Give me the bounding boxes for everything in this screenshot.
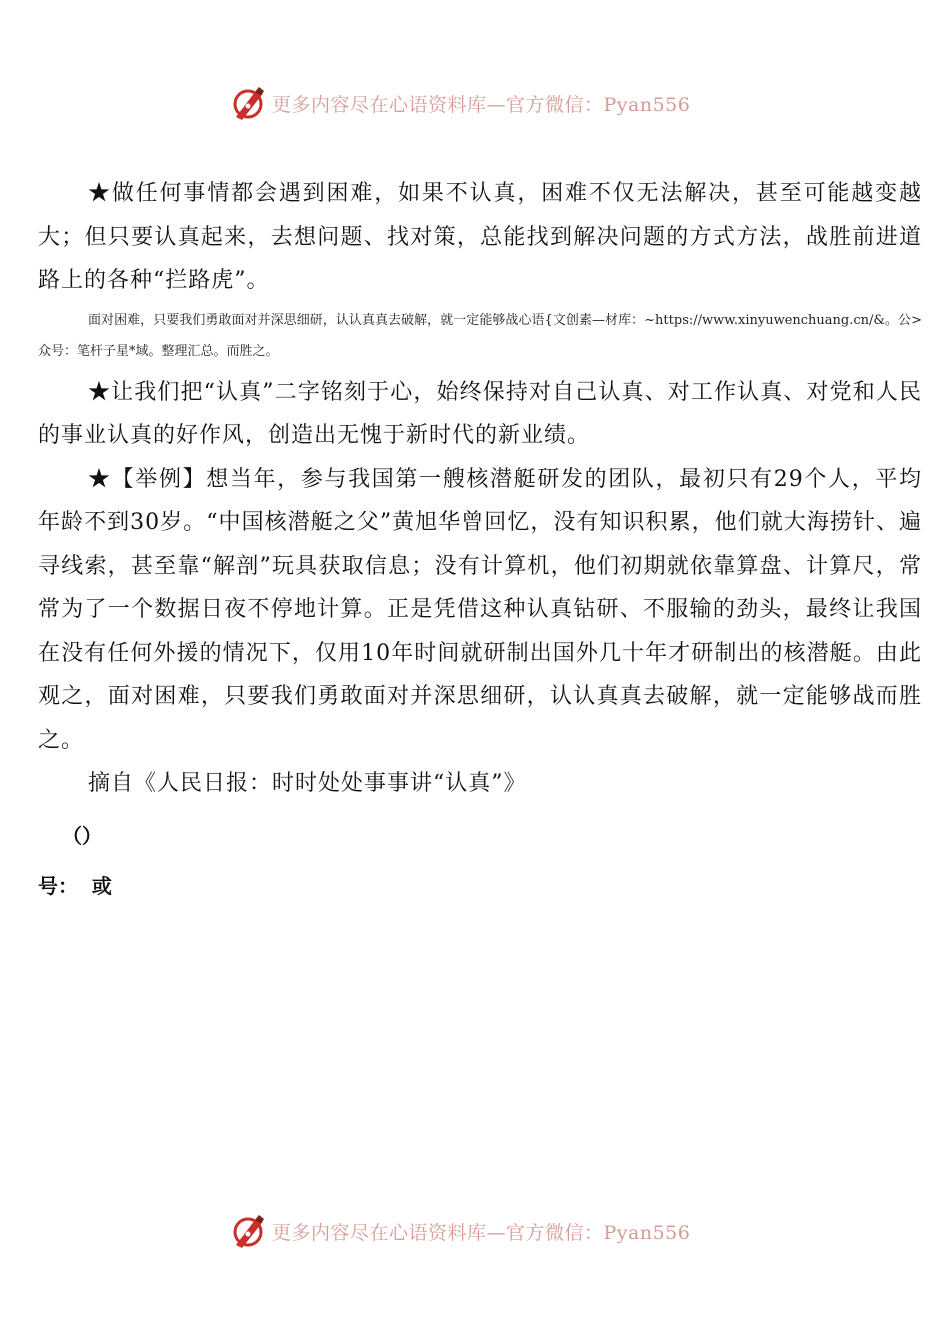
- header-banner: [228, 81, 748, 125]
- paragraph-3: ★【举例】想当年，参与我国第一艘核潜艇研发的团队，最初只有29个人，平均年龄不到30岁。“中国核潜艇之父”黄旭华曾回忆，没有知识积累，他们就大海捞针、遍寻线索，甚至靠“解剖”玩具获取信息；没有计算机，他们初期就依靠算盘、计算尺，常常为了一个数据日夜不停地计算。正是凭借这种认真钻研、不服输的劲头，最终让我国在没有任何外援的情况下，仅用10年时间就研制出国外几十年才研制出的核潜艇。由此观之，面对困难，只要我们勇敢面对并深思细研，认认真真去破解，就一定能够战而胜之。: [38, 466, 922, 753]
- empty-parentheses: （）: [62, 824, 102, 848]
- small-note: 面对困难，只要我们勇敢面对并深思细研，认认真真去破解，就一定能够战心语{文创素—材库：~https://www.xinyuwenchuang.cn/&。公>众号：笔杆子星*域。整理汇总。而胜之。: [38, 312, 922, 359]
- pen-nib-logo-icon: [228, 83, 268, 123]
- paragraph-2: ★让我们把“认真”二字铭刻于心，始终保持对自己认真、对工作认真、对党和人民的事业认真的好作风，创造出无愧于新时代的新业绩。: [38, 379, 922, 448]
- footer-banner: [228, 1209, 748, 1253]
- pen-nib-logo-icon: [228, 1211, 268, 1251]
- banner-text: 更多内容尽在心语资料库—官方微信：Pyan556: [272, 93, 691, 116]
- paragraph-1: ★做任何事情都会遇到困难，如果不认真，困难不仅无法解决，甚至可能越变越大；但只要认真起来，去想问题、找对策，总能找到解决问题的方式方法，战胜前进道路上的各种“拦路虎”。: [38, 181, 922, 293]
- misc-fragment: 号： 或: [38, 874, 112, 898]
- source-citation: 摘自《人民日报：时时处处事事讲“认真”》: [88, 771, 527, 796]
- banner-text: 更多内容尽在心语资料库—官方微信：Pyan556: [272, 1221, 691, 1244]
- article-body: [38, 172, 922, 806]
